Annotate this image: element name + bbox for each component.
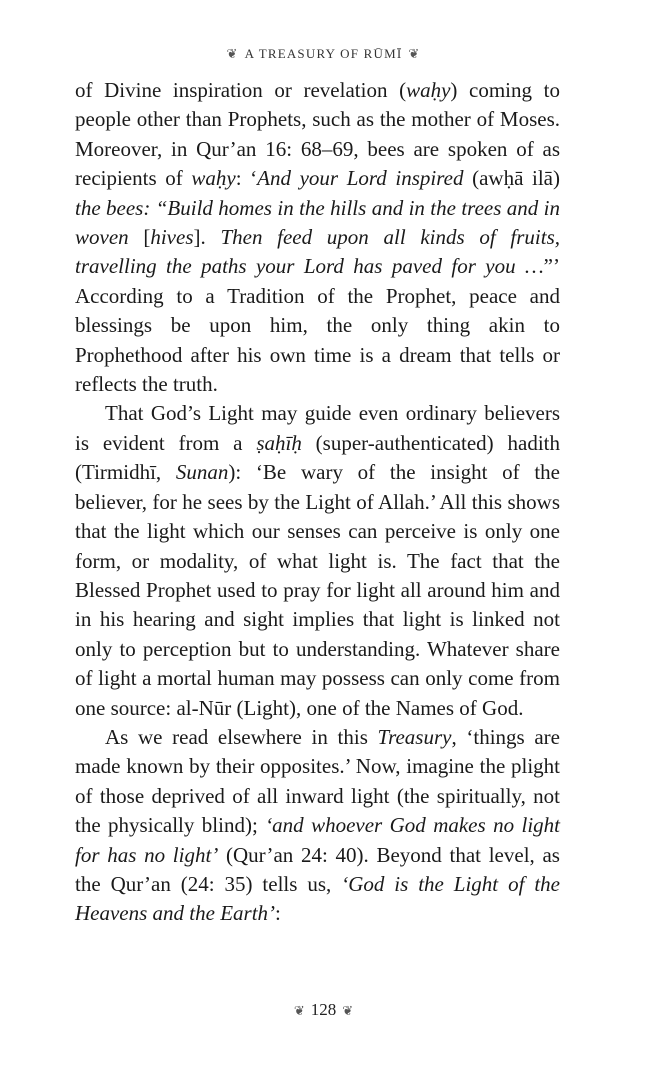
- italic-run: ‘and whoever God makes no light for has no light’: [75, 813, 560, 867]
- fleuron-right-icon: ❦: [342, 1003, 354, 1018]
- text-run: ) coming to people other than Prophets, such as the mother of Moses. Moreover, in Qur’an 16: 68–69, bees are spoken of as recipients of: [75, 78, 560, 191]
- text-run: (super-authenticated) hadith (Tirmidhī,: [75, 430, 560, 485]
- fleuron-right-icon: ❦: [408, 46, 421, 61]
- text-run: ”’ According to a Tradition of the Prophet, peace and blessings be upon him, the only thing akin to Prophethood after his own time is a dream that tells or reflects the truth.: [75, 254, 560, 397]
- italic-run: the bees: “Build homes in the hills and in the trees and in woven: [75, 195, 560, 250]
- text-run: As we read elsewhere in this: [105, 724, 378, 749]
- italic-run: hives: [150, 225, 194, 250]
- paragraph: [75, 399, 560, 722]
- text-run: [: [128, 225, 151, 250]
- text-run: That God’s Light may guide even ordinary believers is evident from a: [75, 401, 560, 455]
- paragraph: [75, 76, 560, 399]
- text-run: (Qur’an 24: 40). Beyond that level, as the Qur’an (24: 35) tells us,: [75, 842, 560, 896]
- italic-run: ‘God is the Light of the Heavens and the Earth’: [75, 871, 560, 926]
- page-footer: [0, 1000, 647, 1020]
- fleuron-left-icon: ❦: [293, 1003, 305, 1018]
- fleuron-left-icon: ❦: [226, 46, 239, 61]
- page-number: 128: [310, 1000, 337, 1019]
- text-run: ): ‘Be wary of the insight of the believer, for he sees by the Light of Allah.’ All this shows that the light which our senses can perceive is only one form, or modality, of what light is. The fact that the Blessed Prophet used to pray for light all around him and in his hearing and sight implies that light is linked not only to perception but to understanding. Whatever share of light a mortal human may possess can only come from one source: al-Nūr (Light), one of the Names of God.: [75, 460, 560, 720]
- text-run: : ‘: [235, 166, 258, 191]
- italic-run: Then feed upon all kinds of fruits, travelling the paths your Lord has paved for you …: [75, 225, 560, 279]
- text-run: (awḥā ilā): [463, 166, 560, 191]
- italic-run: Treasury: [377, 724, 452, 749]
- text-run: ].: [193, 225, 221, 250]
- text-run: , ‘things are made known by their opposites.’ Now, imagine the plight of those deprived of all inward light (the spiritually, not the physically blind);: [75, 724, 560, 838]
- italic-run: waḥy: [191, 166, 236, 191]
- running-title: A TREASURY OF RŪMĪ: [244, 46, 403, 61]
- paragraph: [75, 723, 560, 929]
- italic-run: waḥy: [406, 78, 451, 102]
- running-head: [0, 46, 647, 62]
- body-text: [75, 76, 560, 929]
- text-run: :: [275, 901, 281, 926]
- italic-run: ṣaḥīḥ: [256, 430, 302, 455]
- italic-run: And your Lord inspired: [257, 166, 464, 191]
- text-run: of Divine inspiration or revelation (: [75, 78, 407, 102]
- italic-run: Sunan: [175, 460, 229, 485]
